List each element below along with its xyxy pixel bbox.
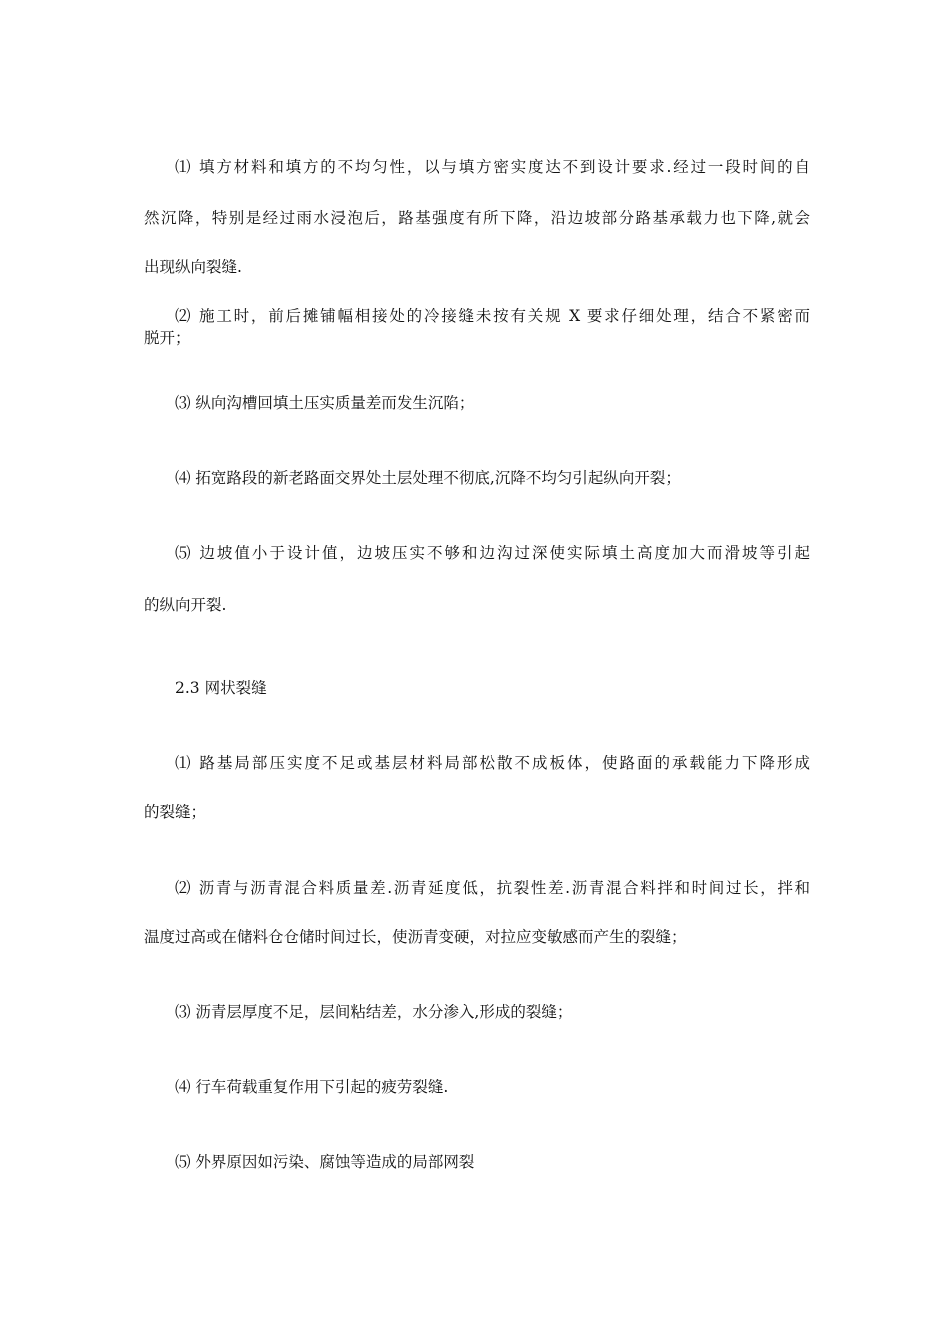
paragraph-8: ⑶ 沥青层厚度不足，层间粘结差，水分渗入,形成的裂缝； (175, 1003, 573, 1021)
paragraph-6-line-1: ⑴ 路基局部压实度不足或基层材料局部松散不成板体，使路面的承载能力下降形成 (175, 754, 810, 772)
paragraph-4: ⑷ 拓宽路段的新老路面交界处土层处理不彻底,沉降不均匀引起纵向开裂； (175, 469, 681, 487)
paragraph-5-line-1: ⑸ 边坡值小于设计值，边坡压实不够和边沟过深使实际填土高度加大而滑坡等引起 (175, 544, 810, 562)
paragraph-1-line-2: 然沉降，特别是经过雨水浸泡后，路基强度有所下降，沿边坡部分路基承载力也下降,就会 (144, 209, 810, 227)
paragraph-1-line-3: 出现纵向裂缝. (144, 258, 242, 276)
paragraph-5-line-2: 的纵向开裂. (144, 596, 227, 614)
paragraph-7-line-1: ⑵ 沥青与沥青混合料质量差.沥青延度低，抗裂性差.沥青混合料拌和时间过长，拌和 (175, 879, 810, 897)
paragraph-10: ⑸ 外界原因如污染、腐蚀等造成的局部网裂 (175, 1153, 475, 1171)
paragraph-1-line-1: ⑴ 填方材料和填方的不均匀性，以与填方密实度达不到设计要求.经过一段时间的自 (175, 158, 810, 176)
paragraph-9: ⑷ 行车荷载重复作用下引起的疲劳裂缝. (175, 1078, 449, 1096)
paragraph-2-line-2: 脱开； (144, 329, 191, 347)
paragraph-3: ⑶ 纵向沟槽回填土压实质量差而发生沉陷； (175, 394, 475, 412)
paragraph-2-line-1: ⑵ 施工时，前后摊铺幅相接处的冷接缝未按有关规 X 要求仔细处理，结合不紧密而 (175, 307, 810, 325)
paragraph-7-line-2: 温度过高或在储料仓仓储时间过长，使沥青变硬，对拉应变敏感而产生的裂缝； (144, 928, 687, 946)
section-heading: 2.3 网状裂缝 (175, 679, 267, 697)
paragraph-6-line-2: 的裂缝； (144, 803, 207, 821)
